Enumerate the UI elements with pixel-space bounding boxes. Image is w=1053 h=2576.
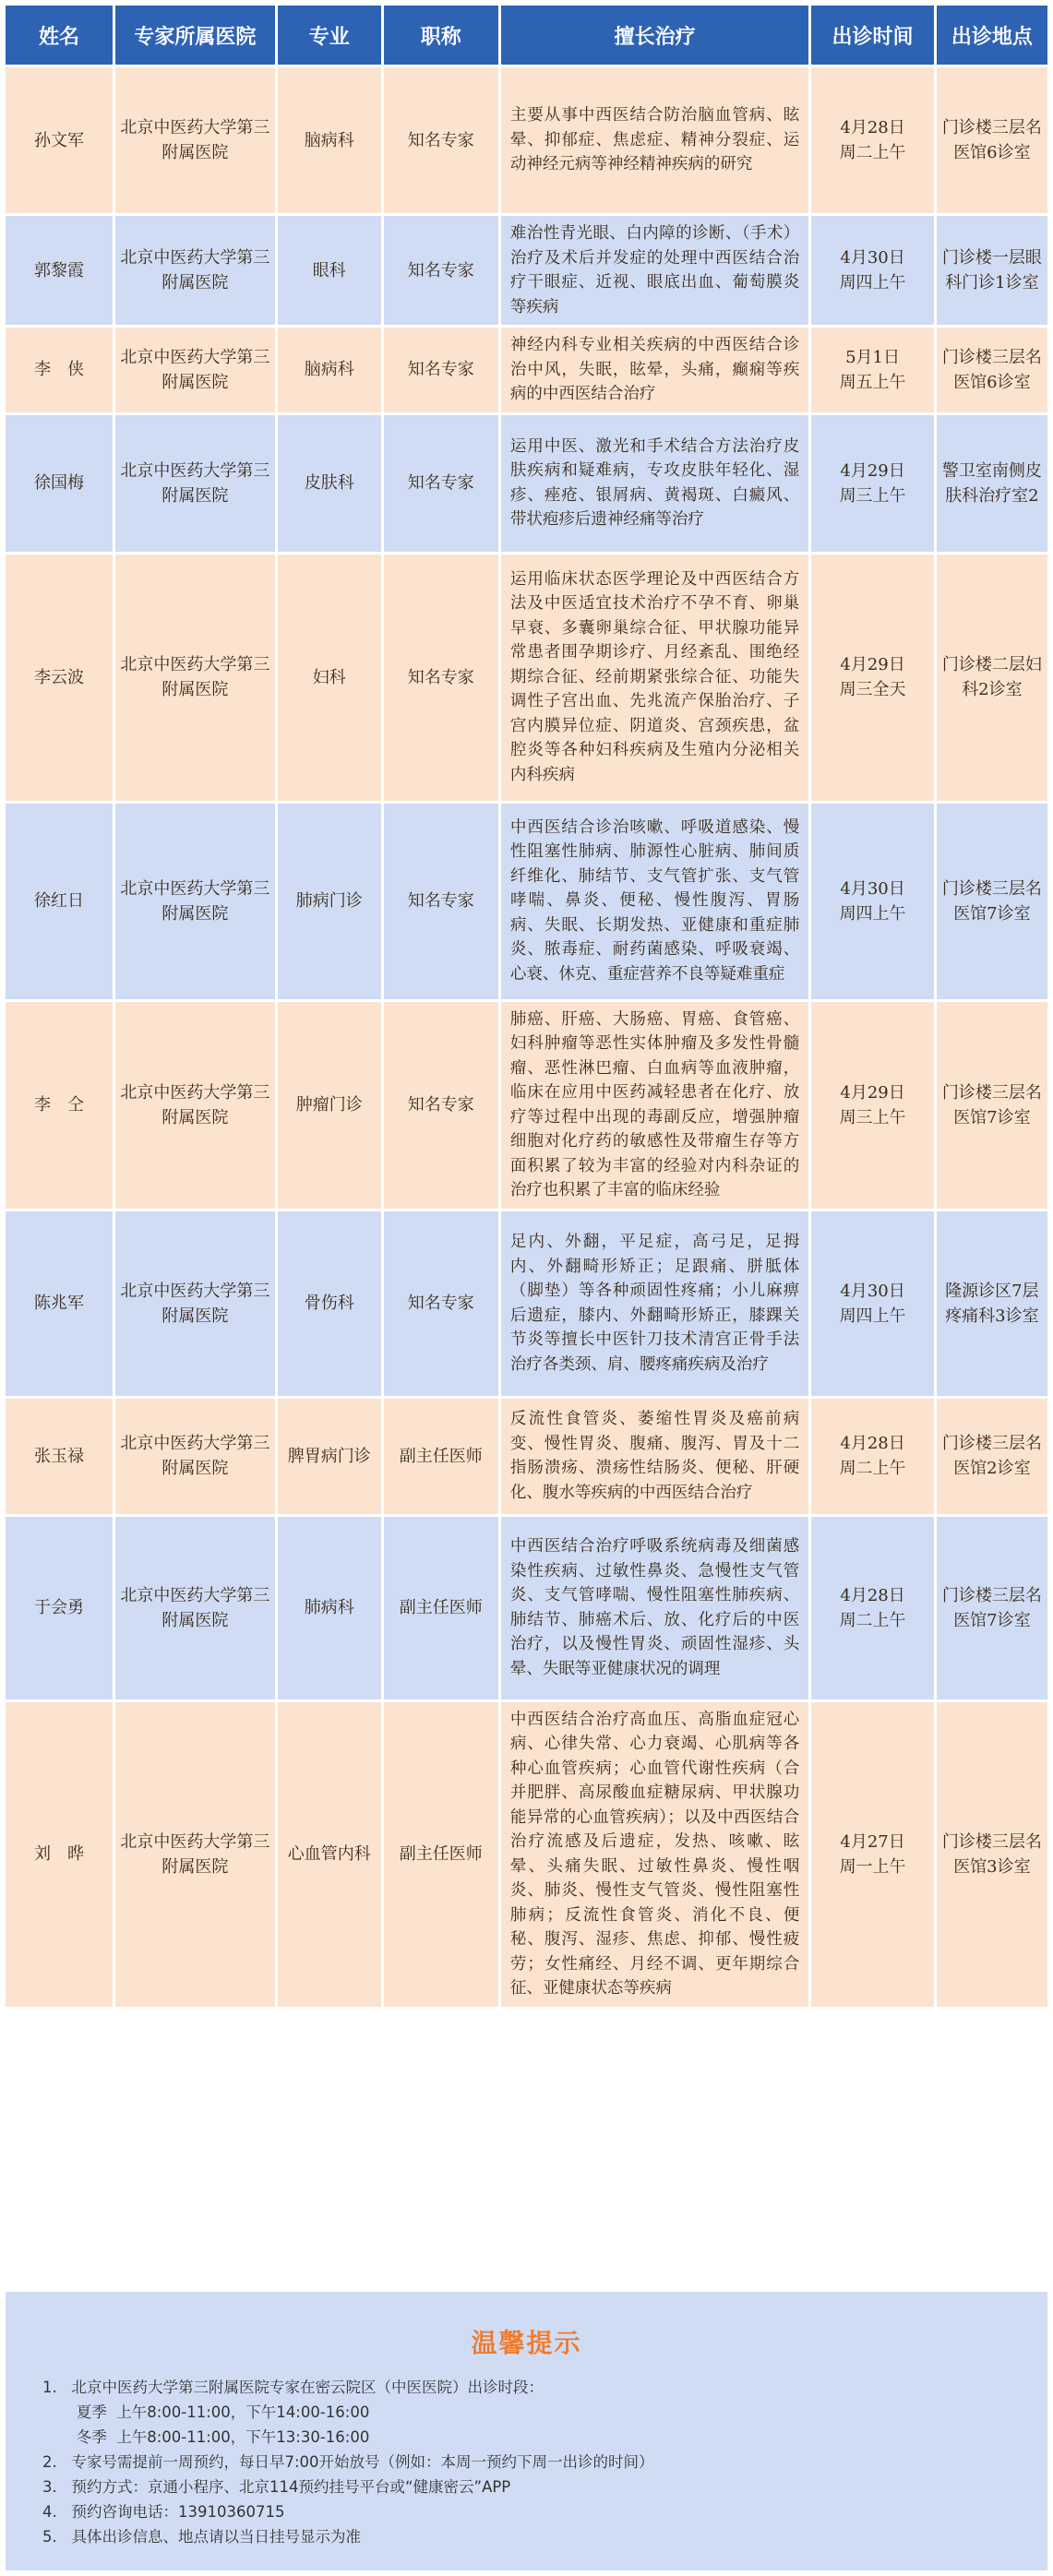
table-row	[6, 1517, 1047, 1699]
specialty-cell: 中西医结合诊治咳嗽、呼吸道感染、慢性阻塞性肺病、肺源性心脏病、肺间质纤维化、肺结节、支气管扩张、支气管哮喘、鼻炎、便秘、慢性腹泻、胃肠病、失眠、长期发热、亚健康和重症肺炎、脓毒症、耐药菌感染、呼吸衰竭、心衰、休克、重症营养不良等疑难重症	[501, 804, 808, 999]
time-cell	[811, 216, 934, 325]
name-cell: 徐国梅	[6, 415, 113, 552]
time-date: 4月29日	[840, 655, 905, 674]
time-slot: 周二上午	[839, 143, 906, 162]
time-date: 5月1日	[845, 347, 901, 367]
time-slot: 周二上午	[839, 1610, 906, 1630]
header-name: 姓名	[6, 6, 113, 65]
time-slot: 周四上午	[839, 273, 906, 292]
location-cell: 门诊楼三层名医馆2诊室	[937, 1399, 1047, 1514]
time-cell	[811, 67, 934, 213]
time-cell	[811, 1002, 934, 1209]
hospital-cell: 北京中医药大学第三附属医院	[115, 1211, 275, 1396]
tips-line: 夏季 上午8:00-11:00，下午14:00-16:00	[42, 2403, 370, 2421]
specialty-cell: 反流性食管炎、萎缩性胃炎及癌前病变、慢性胃炎、腹痛、腹泻、胃及十二指肠溃疡、溃疡性结肠炎、便秘、肝硬化、腹水等疾病的中西医结合治疗	[501, 1399, 808, 1514]
table-header-row	[6, 6, 1047, 65]
location-cell: 门诊楼一层眼科门诊1诊室	[937, 216, 1047, 325]
table-row	[6, 67, 1047, 213]
tips-line: 2. 专家号需提前一周预约，每日早7:00开始放号（例如：本周一预约下周一出诊的时间）	[42, 2453, 654, 2471]
time-date: 4月28日	[840, 1585, 905, 1605]
table-row	[6, 1399, 1047, 1514]
time-date: 4月29日	[840, 460, 905, 481]
time-cell	[811, 1517, 934, 1699]
time-slot: 周四上午	[839, 903, 906, 924]
time-cell	[811, 415, 934, 552]
time-cell	[811, 1399, 934, 1514]
hospital-cell: 北京中医药大学第三附属医院	[115, 67, 275, 213]
dept-cell: 肿瘤门诊	[278, 1002, 381, 1209]
location-cell: 警卫室南侧皮肤科治疗室2	[937, 415, 1047, 552]
table-row	[6, 328, 1047, 412]
time-slot: 周一上午	[839, 1856, 906, 1877]
name-cell: 徐红日	[6, 804, 113, 999]
hospital-cell: 北京中医药大学第三附属医院	[115, 328, 275, 412]
specialty-cell: 主要从事中西医结合防治脑血管病、眩晕、抑郁症、焦虑症、精神分裂症、运动神经元病等神经精神疾病的研究	[501, 67, 808, 213]
time-date: 4月28日	[840, 1434, 905, 1453]
dept-cell: 皮肤科	[278, 415, 381, 552]
time-date: 4月27日	[840, 1831, 905, 1852]
location-cell: 隆源诊区7层疼痛科3诊室	[937, 1211, 1047, 1396]
table-row	[6, 804, 1047, 999]
location-cell: 门诊楼三层名医馆6诊室	[937, 67, 1047, 213]
hospital-cell: 北京中医药大学第三附属医院	[115, 804, 275, 999]
dept-cell: 骨伤科	[278, 1211, 381, 1396]
specialty-cell: 中西医结合治疗高血压、高脂血症冠心病、心律失常、心力衰竭、心肌病等各种心血管疾病；心血管代谢性疾病（合并肥胖、高尿酸血症糖尿病、甲状腺功能异常的心血管疾病）；以及中西医结合治疗流感及后遗症，发热、咳嗽、眩晕、头痛失眠、过敏性鼻炎、慢性咽炎、肺炎、慢性支气管炎、慢性阻塞性肺病；反流性食管炎、消化不良、便秘、腹泻、湿疹、焦虑、抑郁、慢性疲劳；女性痛经、月经不调、更年期综合征、亚健康状态等疾病	[501, 1702, 808, 2007]
dept-cell: 脑病科	[278, 328, 381, 412]
time-cell	[811, 1211, 934, 1396]
title-cell: 知名专家	[384, 415, 498, 552]
title-cell: 知名专家	[384, 804, 498, 999]
tips-list	[42, 2375, 1047, 2549]
name-cell: 刘 晔	[6, 1702, 113, 2007]
time-date: 4月30日	[840, 248, 905, 268]
time-slot: 周五上午	[839, 372, 906, 392]
name-cell: 李 侠	[6, 328, 113, 412]
name-cell: 李 仝	[6, 1002, 113, 1209]
name-cell: 孙文军	[6, 67, 113, 213]
time-cell	[811, 555, 934, 801]
title-cell: 知名专家	[384, 555, 498, 801]
hospital-cell: 北京中医药大学第三附属医院	[115, 1399, 275, 1514]
name-cell: 张玉禄	[6, 1399, 113, 1514]
table-row	[6, 1211, 1047, 1396]
time-cell	[811, 804, 934, 999]
tips-title: 温馨提示	[471, 2328, 582, 2358]
title-cell: 知名专家	[384, 1002, 498, 1209]
table-row	[6, 555, 1047, 801]
dept-cell: 肺病科	[278, 1517, 381, 1699]
specialty-cell: 运用临床状态医学理论及中西医结合方法及中医适宜技术治疗不孕不育、卵巢早衰、多囊卵巢综合征、甲状腺功能异常患者围孕期诊疗、月经紊乱、围绝经期综合征、经前期紧张综合征、功能失调性子宫出血、先兆流产保胎治疗、子宫内膜异位症、阴道炎、宫颈疾患，盆腔炎等各种妇科疾病及生殖内分泌相关内科疾病	[501, 555, 808, 801]
hospital-cell: 北京中医药大学第三附属医院	[115, 415, 275, 552]
table-row	[6, 216, 1047, 325]
location-cell: 门诊楼三层名医馆7诊室	[937, 804, 1047, 999]
time-cell	[811, 328, 934, 412]
hospital-cell: 北京中医药大学第三附属医院	[115, 1702, 275, 2007]
time-date: 4月30日	[840, 1281, 905, 1301]
header-title: 职称	[384, 6, 498, 65]
expert-schedule-table	[3, 3, 1050, 2010]
time-date: 4月28日	[840, 118, 905, 137]
specialty-cell: 足内、外翻，平足症，高弓足，足拇内、外翻畸形矫正；足跟痛、胼胝体（脚垫）等各种顽固性疼痛；小儿麻痹后遗症，膝内、外翻畸形矫正，膝踝关节炎等擅长中医针刀技术清宫正骨手法治疗各类颈、肩、腰疼痛疾病及治疗	[501, 1211, 808, 1396]
title-cell: 副主任医师	[384, 1702, 498, 2007]
tips-line: 4. 预约咨询电话：13910360715	[42, 2503, 285, 2521]
time-date: 4月30日	[840, 878, 905, 899]
header-time: 出诊时间	[811, 6, 934, 65]
name-cell: 于会勇	[6, 1517, 113, 1699]
table-row	[6, 415, 1047, 552]
title-cell: 知名专家	[384, 1211, 498, 1396]
time-slot: 周三上午	[839, 1107, 906, 1127]
hospital-cell: 北京中医药大学第三附属医院	[115, 1517, 275, 1699]
tips-panel	[6, 2292, 1047, 2570]
location-cell: 门诊楼二层妇科2诊室	[937, 555, 1047, 801]
title-cell: 知名专家	[384, 67, 498, 213]
header-hospital: 专家所属医院	[115, 6, 275, 65]
time-slot: 周四上午	[839, 1306, 906, 1326]
dept-cell: 心血管内科	[278, 1702, 381, 2007]
location-cell: 门诊楼三层名医馆6诊室	[937, 328, 1047, 412]
table-row	[6, 1702, 1047, 2007]
specialty-cell: 中西医结合治疗呼吸系统病毒及细菌感染性疾病、过敏性鼻炎、急慢性支气管炎、支气管哮喘、慢性阻塞性肺疾病、肺结节、肺癌术后、放、化疗后的中医治疗，以及慢性胃炎、顽固性湿疹、头晕、失眠等亚健康状况的调理	[501, 1517, 808, 1699]
dept-cell: 脾胃病门诊	[278, 1399, 381, 1514]
table-row	[6, 1002, 1047, 1209]
header-specialty: 擅长治疗	[501, 6, 808, 65]
location-cell: 门诊楼三层名医馆7诊室	[937, 1002, 1047, 1209]
tips-line: 冬季 上午8:00-11:00，下午13:30-16:00	[42, 2428, 370, 2446]
dept-cell: 眼科	[278, 216, 381, 325]
time-slot: 周二上午	[839, 1459, 906, 1478]
location-cell: 门诊楼三层名医馆3诊室	[937, 1702, 1047, 2007]
dept-cell: 妇科	[278, 555, 381, 801]
name-cell: 郭黎霞	[6, 216, 113, 325]
dept-cell: 脑病科	[278, 67, 381, 213]
tips-line: 5. 具体出诊信息、地点请以当日挂号显示为准	[42, 2528, 361, 2546]
name-cell: 李云波	[6, 555, 113, 801]
dept-cell: 肺病门诊	[278, 804, 381, 999]
location-cell: 门诊楼三层名医馆7诊室	[937, 1517, 1047, 1699]
hospital-cell: 北京中医药大学第三附属医院	[115, 555, 275, 801]
name-cell: 陈兆军	[6, 1211, 113, 1396]
title-cell: 副主任医师	[384, 1399, 498, 1514]
title-cell: 知名专家	[384, 328, 498, 412]
title-cell: 知名专家	[384, 216, 498, 325]
hospital-cell: 北京中医药大学第三附属医院	[115, 1002, 275, 1209]
specialty-cell: 运用中医、激光和手术结合方法治疗皮肤疾病和疑难病，专攻皮肤年轻化、湿疹、痤疮、银屑病、黄褐斑、白癜风、带状疱疹后遗神经痛等治疗	[501, 415, 808, 552]
specialty-cell: 肺癌、肝癌、大肠癌、胃癌、食管癌、妇科肿瘤等恶性实体肿瘤及多发性骨髓瘤、恶性淋巴瘤、白血病等血液肿瘤，临床在应用中医药减轻患者在化疗、放疗等过程中出现的毒副反应，增强肿瘤细胞对化疗药的敏感性及带瘤生存等方面积累了较为丰富的经验对内科杂证的治疗也积累了丰富的临床经验	[501, 1002, 808, 1209]
specialty-cell: 难治性青光眼、白内障的诊断、（手术）治疗及术后并发症的处理中西医结合治疗干眼症、近视、眼底出血、葡萄膜炎等疾病	[501, 216, 808, 325]
header-location: 出诊地点	[937, 6, 1047, 65]
header-dept: 专业	[278, 6, 381, 65]
time-cell	[811, 1702, 934, 2007]
time-slot: 周三全天	[839, 680, 906, 699]
time-slot: 周三上午	[839, 485, 906, 506]
specialty-cell: 神经内科专业相关疾病的中西医结合诊治中风，失眠，眩晕，头痛，癫痫等疾病的中西医结合治疗	[501, 328, 808, 412]
title-cell: 副主任医师	[384, 1517, 498, 1699]
time-date: 4月29日	[840, 1082, 905, 1103]
hospital-cell: 北京中医药大学第三附属医院	[115, 216, 275, 325]
tips-line: 3. 预约方式：京通小程序、北京114预约挂号平台或“健康密云”APP	[42, 2478, 511, 2496]
tips-line: 1. 北京中医药大学第三附属医院专家在密云院区（中医医院）出诊时段：	[42, 2379, 544, 2396]
